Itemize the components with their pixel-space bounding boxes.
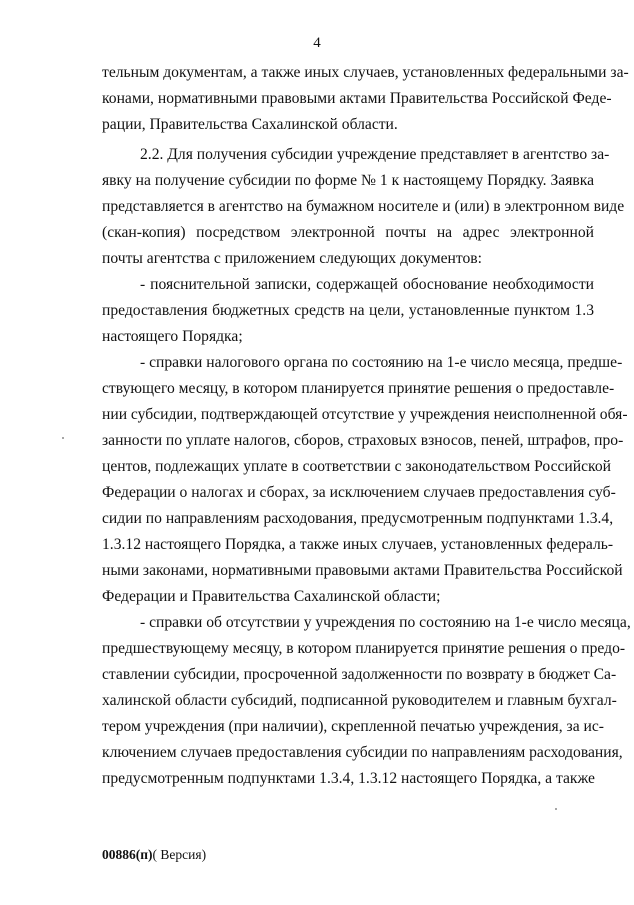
- text-line: - справки об отсутствии у учреждения по состоянию на 1-е число месяца,: [140, 614, 631, 631]
- text-line: ставлении субсидии, просроченной задолженности по возврату в бюджет Са-: [102, 666, 617, 683]
- footer-code-number: 00886(п): [102, 847, 153, 862]
- text-line: предусмотренным подпунктами 1.3.4, 1.3.12 настоящего Порядка, а также: [102, 770, 595, 787]
- text-line: рации, Правительства Сахалинской области.: [102, 116, 398, 133]
- text-line: почты агентства с приложением следующих документов:: [102, 250, 482, 267]
- text-line: занности по уплате налогов, сборов, страховых взносов, пеней, штрафов, про-: [102, 432, 624, 449]
- text-line: ствующего месяцу, в котором планируется принятие решения о предоставле-: [102, 380, 615, 397]
- text-line: 1.3.12 настоящего Порядка, а также иных случаев, установленных федераль-: [102, 536, 614, 553]
- text-line: ключением случаев предоставления субсидии по направлениям расходования,: [102, 744, 623, 761]
- footer-document-code: [102, 846, 206, 864]
- scan-speck: [555, 808, 557, 810]
- text-line: настоящего Порядка;: [102, 328, 243, 345]
- text-line: Федерации о налогах и сборах, за исключением случаев предоставления суб-: [102, 484, 616, 501]
- text-line: (скан-копия) посредством электронной почты на адрес электронной: [102, 224, 594, 241]
- text-line: 2.2. Для получения субсидии учреждение представляет в агентство за-: [140, 146, 610, 163]
- text-line: нии субсидии, подтверждающей отсутствие у учреждения неисполненной обя-: [102, 406, 628, 423]
- text-line: предоставления бюджетных средств на цели, установленные пунктом 1.3: [102, 302, 594, 319]
- text-line: - пояснительной записки, содержащей обоснование необходимости: [140, 276, 594, 293]
- text-line: конами, нормативными правовыми актами Правительства Российской Феде-: [102, 90, 612, 107]
- text-line: центов, подлежащих уплате в соответствии с законодательством Российской: [102, 458, 611, 475]
- text-line: Федерации и Правительства Сахалинской области;: [102, 588, 441, 605]
- page-number: 4: [313, 35, 321, 51]
- text-line: тельным документам, а также иных случаев, установленных федеральными за-: [102, 64, 629, 81]
- text-line: халинской области субсидий, подписанной руководителем и главным бухгал-: [102, 692, 617, 709]
- text-line: представляется в агентство на бумажном носителе и (или) в электронном виде: [102, 198, 625, 215]
- text-line: - справки налогового органа по состоянию на 1-е число месяца, предше-: [140, 354, 623, 371]
- text-line: предшествующему месяцу, в котором планируется принятие решения о предо-: [102, 640, 626, 657]
- text-line: тером учреждения (при наличии), скрепленной печатью учреждения, за ис-: [102, 718, 604, 735]
- text-line: сидии по направлениям расходования, предусмотренным подпунктами 1.3.4,: [102, 510, 614, 527]
- text-line: явку на получение субсидии по форме № 1 к настоящему Порядку. Заявка: [102, 172, 594, 189]
- footer-version: ( Версия): [152, 847, 207, 862]
- text-line: ными законами, нормативными правовыми актами Правительства Российской: [102, 562, 623, 579]
- scan-speck: [62, 437, 64, 439]
